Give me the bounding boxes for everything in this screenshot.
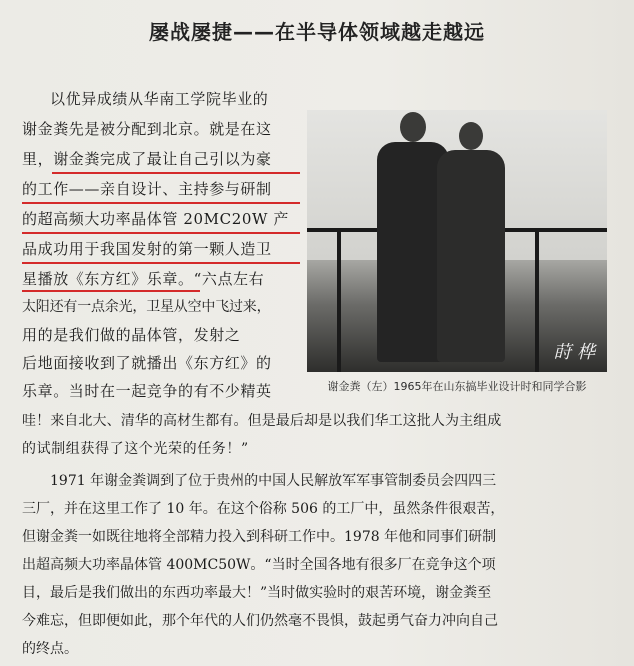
photo-railing-post	[337, 232, 341, 372]
p2-line-5: 目，最后是我们做出的东西功率最大！”当时做实验时的艰苦环境，谢金粪至	[22, 585, 492, 601]
p1-line-7: 星播放《东方红》乐章。“六点左右	[22, 270, 265, 288]
highlight-underline	[22, 262, 300, 264]
p1-line-8: 太阳还有一点余光，卫星从空中飞过来，	[22, 299, 271, 315]
highlight-underline	[22, 232, 300, 234]
highlight-underline	[22, 202, 300, 204]
p1-line-1: 以优异成绩从华南工学院毕业的	[50, 90, 269, 108]
person-right	[437, 150, 505, 362]
p2-line-3: 但谢金粪一如既往地将全部精力投入到科研工作中。1978 年他和同事们研制	[22, 529, 497, 545]
article-title: 屡战屡捷——在半导体领域越走越远	[149, 20, 485, 44]
p2-line-1: 1971 年谢金粪调到了位于贵州的中国人民解放军军事管制委员会四四三	[50, 473, 497, 489]
p1-line-2: 谢金粪先是被分配到北京。就是在这	[22, 120, 272, 138]
p1-line-4: 的工作——亲自设计、主持参与研制	[22, 180, 272, 198]
p1-line-11: 乐章。当时在一起竞争的有不少精英	[22, 382, 272, 400]
p1-line-12: 哇！来自北大、清华的高材生都有。但是最后却是以我们华工这批人为主组成	[22, 413, 502, 429]
p2-line-2: 三厂，并在这里工作了 10 年。在这个俗称 506 的工厂中，虽然条件很艰苦，	[22, 501, 505, 517]
photo-signature: 莳 桦	[553, 342, 595, 363]
photograph	[307, 110, 607, 372]
p1-line-6: 品成功用于我国发射的第一颗人造卫	[22, 240, 272, 258]
p2-line-7: 的终点。	[22, 641, 78, 657]
p2-line-4: 出超高频大功率晶体管 400MC50W。“当时全国各地有很多厂在竞争这个项	[22, 557, 496, 573]
highlight-underline	[22, 290, 200, 292]
p2-line-6: 今难忘，但即便如此，那个年代的人们仍然毫不畏惧，鼓起勇气奋力冲向自己	[22, 613, 498, 629]
photo-caption: 谢金粪（左）1965年在山东搞毕业设计时和同学合影	[327, 380, 587, 393]
p1-line-5: 的超高频大功率晶体管 20MC20W 产	[22, 210, 289, 228]
person-left-head	[400, 112, 426, 142]
p1-line-9: 用的是我们做的晶体管，发射之	[22, 326, 241, 344]
p1-line-10: 后地面接收到了就播出《东方红》的	[22, 354, 272, 372]
p1-line-13: 的试制组获得了这个光荣的任务！”	[22, 441, 249, 457]
person-right-head	[459, 122, 483, 150]
photo-railing-post	[535, 232, 539, 372]
p1-line-3: 里，谢金粪完成了最让自己引以为豪	[22, 150, 272, 168]
highlight-underline	[52, 172, 300, 174]
